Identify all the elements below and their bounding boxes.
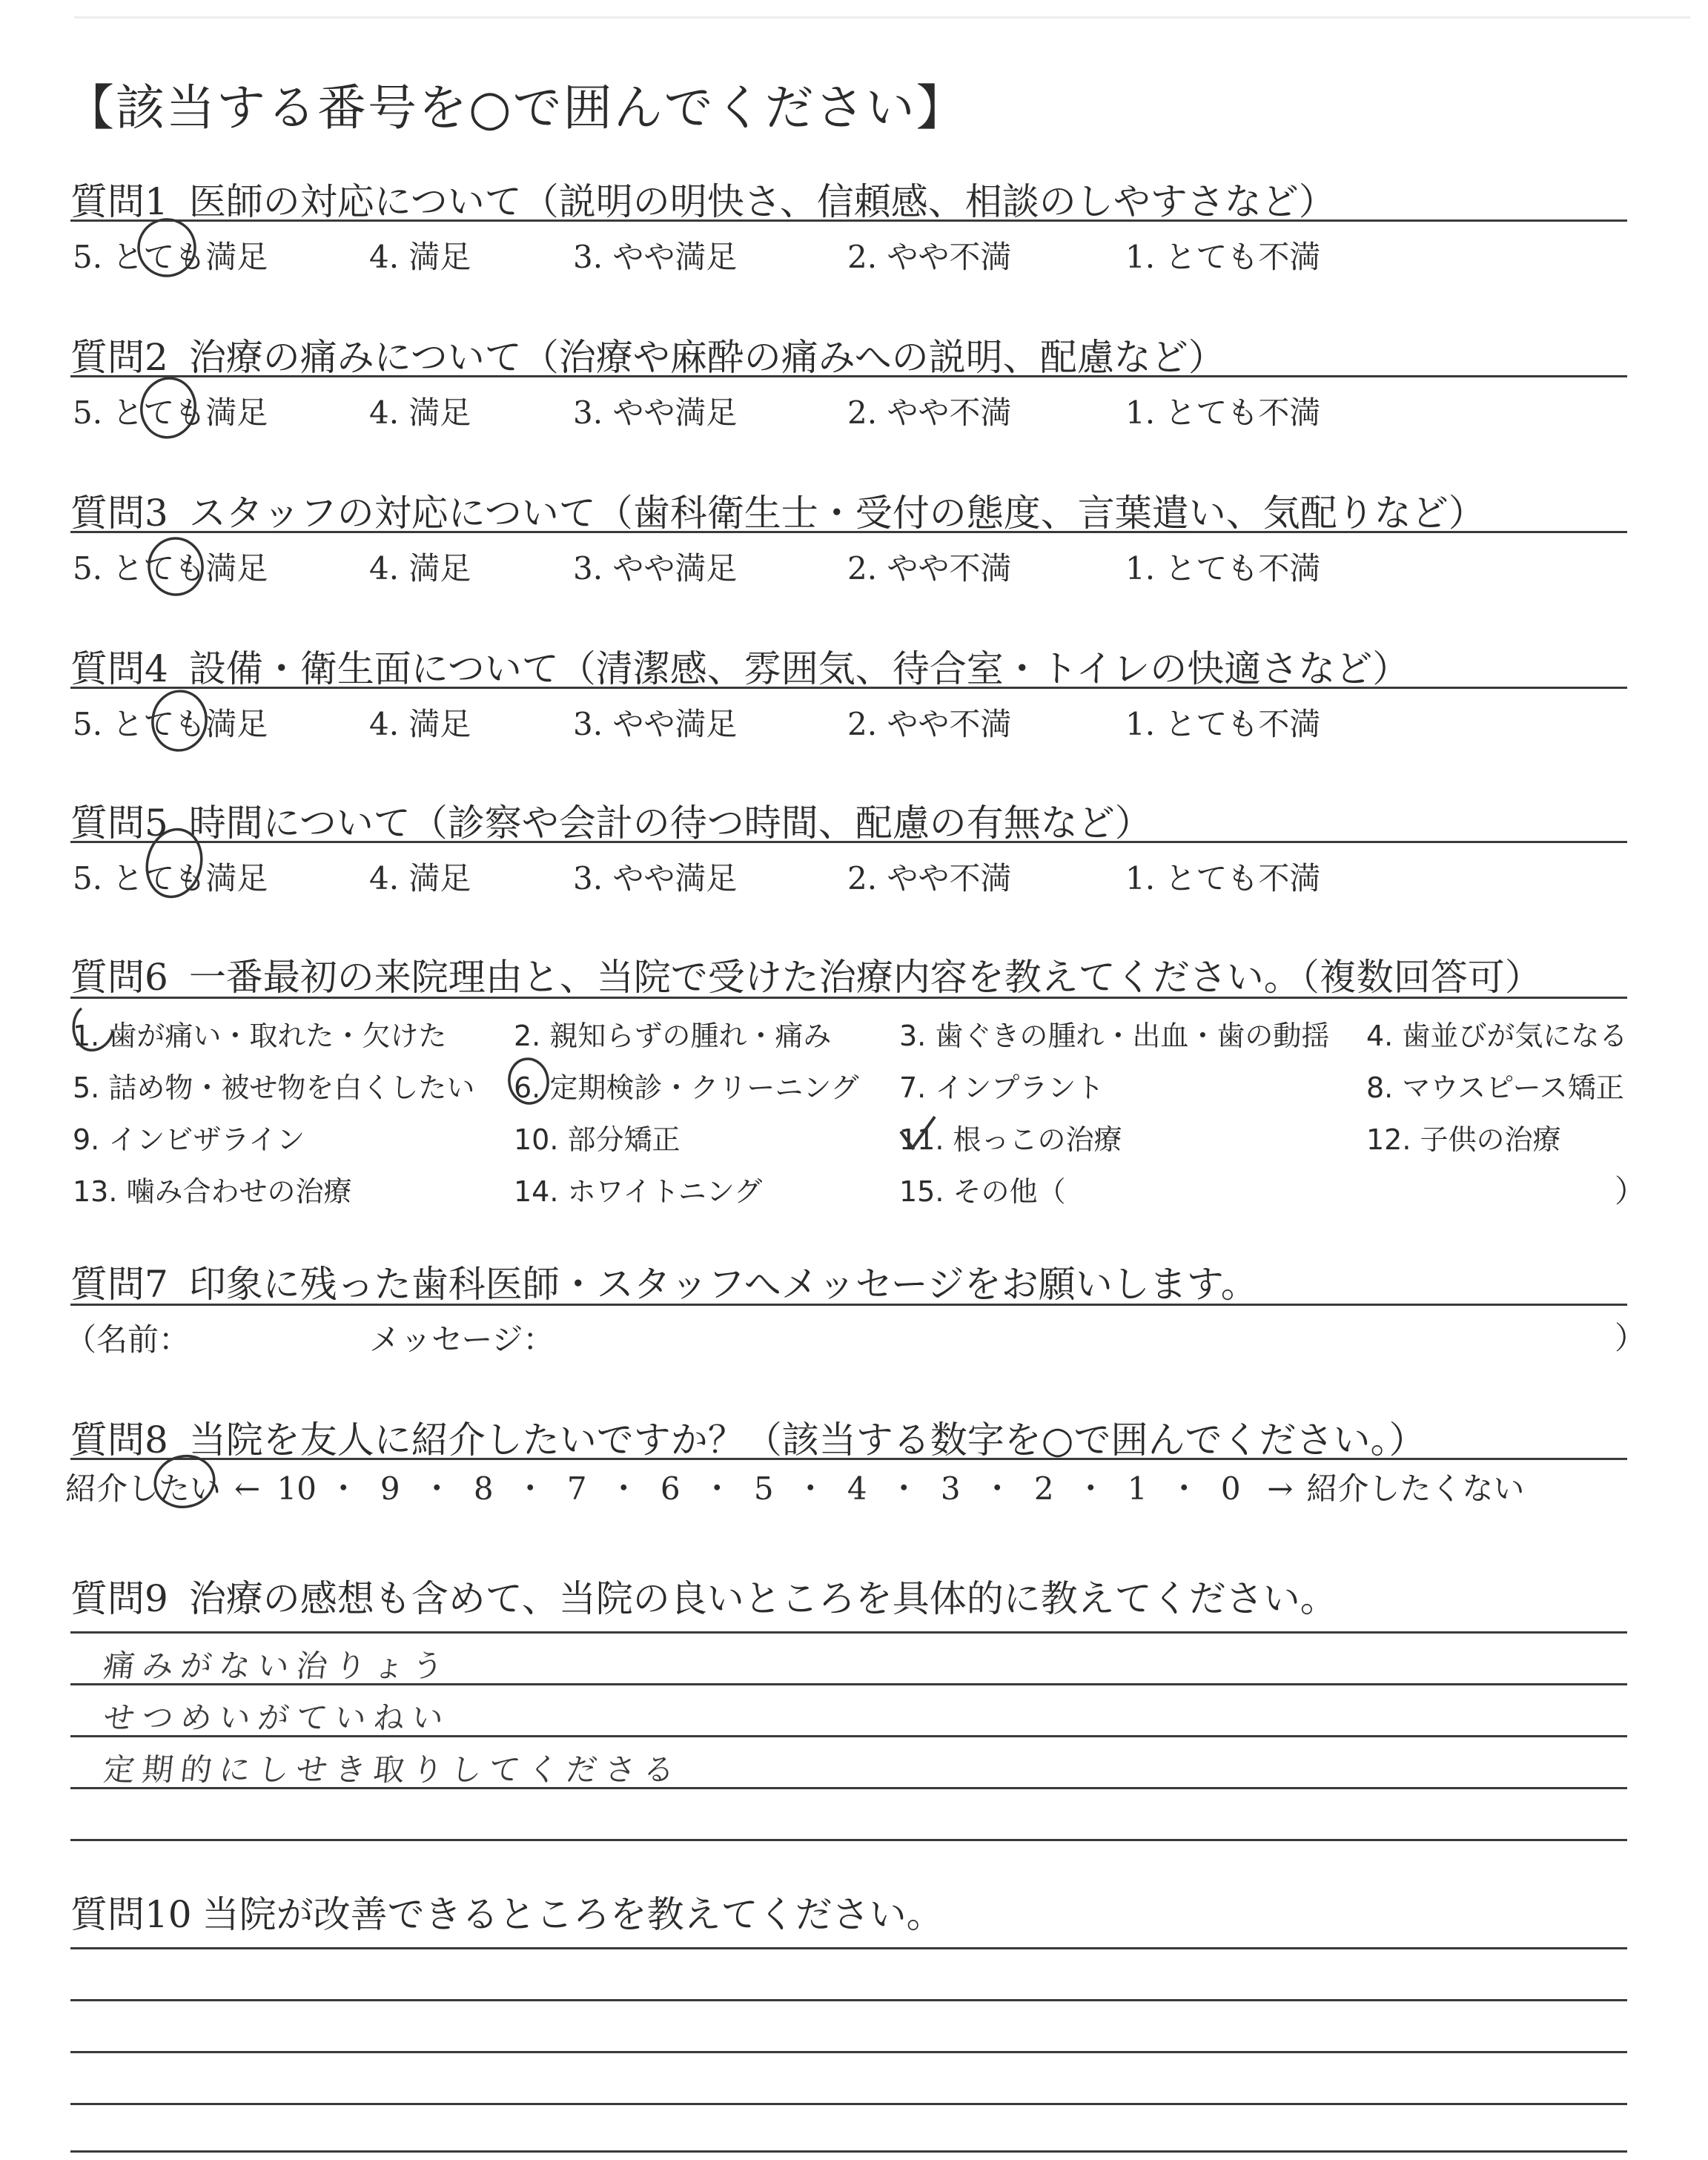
question-5-rule [70, 841, 1627, 843]
q6-option-9[interactable]: 9. インビザライン [73, 1123, 305, 1156]
question-1-text: 医師の対応について（説明の明快さ、信頼感、相談のしやすさなど） [188, 180, 1336, 223]
question-9-title [70, 1569, 1337, 1622]
question-5-text: 時間について（診察や会計の待つ時間、配慮の有無など） [188, 802, 1152, 845]
q8-scale-1[interactable]: 1 [1127, 1470, 1148, 1507]
question-8-title [70, 1410, 1426, 1464]
q6-option-2[interactable]: 2. 親知らずの腫れ・痛み [514, 1020, 832, 1052]
q6-option-5[interactable]: 5. 詰め物・被せ物を白くしたい [73, 1071, 475, 1104]
question-3-text: スタッフの対応について（歯科衛生士・受付の態度、言葉遣い、気配りなど） [188, 492, 1486, 535]
q8-scale-9[interactable]: 9 [380, 1470, 400, 1507]
q5-option-1[interactable]: 1. とても不満 [1125, 860, 1321, 896]
top-border [74, 16, 1690, 19]
q8-scale-separator: ・ [1075, 1470, 1107, 1507]
q8-scale-separator: ・ [421, 1470, 453, 1507]
q8-scale-separator: ・ [1168, 1470, 1200, 1507]
q8-scale-separator: ・ [888, 1470, 920, 1507]
q8-left-label[interactable]: 紹介したい [65, 1470, 222, 1507]
q9-handwritten-answer-2: せつめいがていねい [102, 1700, 453, 1736]
q2-option-1[interactable]: 1. とても不満 [1125, 394, 1321, 431]
question-3-rule [70, 531, 1627, 533]
q5-option-5[interactable]: 5. とても満足 [73, 860, 268, 896]
q3-option-2[interactable]: 2. やや不満 [847, 550, 1012, 587]
question-2-title [70, 328, 1225, 381]
q6-option-1[interactable]: 1. 歯が痛い・取れた・欠けた [73, 1020, 447, 1052]
q8-scale-6[interactable]: 6 [660, 1470, 681, 1507]
q6-option-15[interactable]: 15. その他（ [899, 1175, 1066, 1208]
q8-left-arrow: ← [234, 1470, 261, 1507]
q5-option-3[interactable]: 3. やや満足 [573, 860, 738, 896]
q3-option-1[interactable]: 1. とても不満 [1125, 550, 1321, 587]
q3-option-4[interactable]: 4. 満足 [369, 550, 471, 587]
question-8-rule [70, 1458, 1627, 1460]
q6-option-10[interactable]: 10. 部分矯正 [514, 1123, 681, 1156]
q6-other-close-paren: ） [1615, 1173, 1646, 1209]
q10-answer-line-4 [70, 2103, 1627, 2105]
q2-option-4[interactable]: 4. 満足 [369, 394, 471, 431]
question-10-number: 質問10 [70, 1893, 192, 1936]
q8-scale-separator: ・ [514, 1470, 546, 1507]
q4-option-1[interactable]: 1. とても不満 [1125, 706, 1321, 742]
q1-option-4[interactable]: 4. 満足 [369, 239, 471, 275]
q10-answer-line-1 [70, 1947, 1627, 1949]
question-4-title [70, 639, 1409, 693]
question-8-number: 質問8 [70, 1418, 168, 1462]
q8-scale-separator: ・ [701, 1470, 733, 1507]
q8-scale-5[interactable]: 5 [753, 1470, 774, 1507]
q2-option-5[interactable]: 5. とても満足 [73, 394, 268, 431]
q8-scale-separator: ・ [982, 1470, 1013, 1507]
q8-scale-8[interactable]: 8 [473, 1470, 494, 1507]
q8-scale-10[interactable]: 10 [277, 1470, 317, 1507]
q5-option-2[interactable]: 2. やや不満 [847, 860, 1012, 896]
q8-scale-3[interactable]: 3 [940, 1470, 961, 1507]
q7-name-label: （名前： [65, 1321, 191, 1358]
question-7-title [70, 1255, 1258, 1308]
question-4-number: 質問4 [70, 647, 168, 690]
q8-scale-separator: ・ [795, 1470, 827, 1507]
q6-option-6[interactable]: 6. 定期検診・クリーニング [514, 1071, 859, 1104]
question-5-title [70, 793, 1152, 847]
q8-scale-0[interactable]: 0 [1220, 1470, 1241, 1507]
q1-option-5[interactable]: 5. とても満足 [73, 239, 268, 275]
question-3-title [70, 483, 1486, 537]
question-6-number: 質問6 [70, 956, 168, 999]
question-10-title [70, 1885, 944, 1938]
q1-option-3[interactable]: 3. やや満足 [573, 239, 738, 275]
q6-option-13[interactable]: 13. 噛み合わせの治療 [73, 1175, 352, 1208]
q4-option-5[interactable]: 5. とても満足 [73, 706, 268, 742]
question-6-title [70, 948, 1542, 1001]
question-7-number: 質問7 [70, 1263, 168, 1306]
q6-option-3[interactable]: 3. 歯ぐきの腫れ・出血・歯の動揺 [899, 1020, 1330, 1052]
q8-right-label[interactable]: 紹介したくない [1306, 1470, 1525, 1507]
q1-option-2[interactable]: 2. やや不満 [847, 239, 1012, 275]
question-1-rule [70, 219, 1627, 222]
question-10-text: 当院が改善できるところを教えてください。 [202, 1893, 944, 1936]
q9-handwritten-answer-3: 定期的にしせき取りしてくださる [102, 1751, 684, 1788]
question-3-number: 質問3 [70, 492, 168, 535]
q8-right-arrow: → [1267, 1470, 1294, 1507]
q7-message-label: メッセージ： [369, 1321, 555, 1358]
q6-option-12[interactable]: 12. 子供の治療 [1366, 1123, 1561, 1156]
question-4-rule [70, 687, 1627, 689]
q6-option-8[interactable]: 8. マウスピース矯正 [1366, 1071, 1624, 1104]
q4-option-2[interactable]: 2. やや不満 [847, 706, 1012, 742]
q9-answer-line-5 [70, 1839, 1627, 1841]
q6-option-4[interactable]: 4. 歯並びが気になる [1366, 1020, 1628, 1052]
q8-scale-separator: ・ [608, 1470, 640, 1507]
question-5-number: 質問5 [70, 802, 168, 845]
q6-option-14[interactable]: 14. ホワイトニング [514, 1175, 763, 1208]
q6-option-7[interactable]: 7. インプラント [899, 1071, 1105, 1104]
q8-scale-7[interactable]: 7 [566, 1470, 587, 1507]
q2-option-3[interactable]: 3. やや満足 [573, 394, 738, 431]
question-7-text: 印象に残った歯科医師・スタッフへメッセージをお願いします。 [188, 1263, 1258, 1306]
question-4-text: 設備・衛生面について（清潔感、雰囲気、待合室・トイレの快適さなど） [188, 647, 1410, 690]
q5-option-4[interactable]: 4. 満足 [369, 860, 471, 896]
q8-scale-separator: ・ [328, 1470, 360, 1507]
question-2-text: 治療の痛みについて（治療や麻酔の痛みへの説明、配慮など） [188, 336, 1225, 379]
q2-option-2[interactable]: 2. やや不満 [847, 394, 1012, 431]
question-7-rule [70, 1304, 1627, 1306]
q10-answer-line-5 [70, 2150, 1627, 2153]
q8-scale-4[interactable]: 4 [847, 1470, 867, 1507]
question-6-rule [70, 997, 1627, 999]
question-8-text: 当院を友人に紹介したいですか？（該当する数字を○で囲んでください。） [188, 1418, 1426, 1462]
q3-option-3[interactable]: 3. やや満足 [573, 550, 738, 587]
q6-option-11[interactable]: 11. 根っこの治療 [899, 1123, 1122, 1156]
question-1-title [70, 172, 1336, 225]
question-2-number: 質問2 [70, 336, 168, 379]
form-header: 【該当する番号を○で囲んでください】 [65, 79, 967, 136]
q9-answer-line-1 [70, 1631, 1627, 1634]
q8-scale-row [65, 1464, 1524, 1509]
q9-handwritten-answer-1: 痛みがない治りょう [102, 1648, 453, 1684]
question-1-number: 質問1 [70, 180, 168, 223]
question-6-text: 一番最初の来院理由と、当院で受けた治療内容を教えてください。（複数回答可） [188, 956, 1542, 999]
q7-close-paren: ） [1615, 1320, 1646, 1356]
q4-option-4[interactable]: 4. 満足 [369, 706, 471, 742]
q4-option-3[interactable]: 3. やや満足 [573, 706, 738, 742]
question-9-number: 質問9 [70, 1577, 168, 1620]
q10-answer-line-3 [70, 2051, 1627, 2053]
q3-option-5[interactable]: 5. とても満足 [73, 550, 268, 587]
q1-option-1[interactable]: 1. とても不満 [1125, 239, 1321, 275]
question-9-text: 治療の感想も含めて、当院の良いところを具体的に教えてください。 [188, 1577, 1337, 1620]
question-2-rule [70, 375, 1627, 377]
q8-scale-2[interactable]: 2 [1033, 1470, 1054, 1507]
q10-answer-line-2 [70, 1999, 1627, 2001]
